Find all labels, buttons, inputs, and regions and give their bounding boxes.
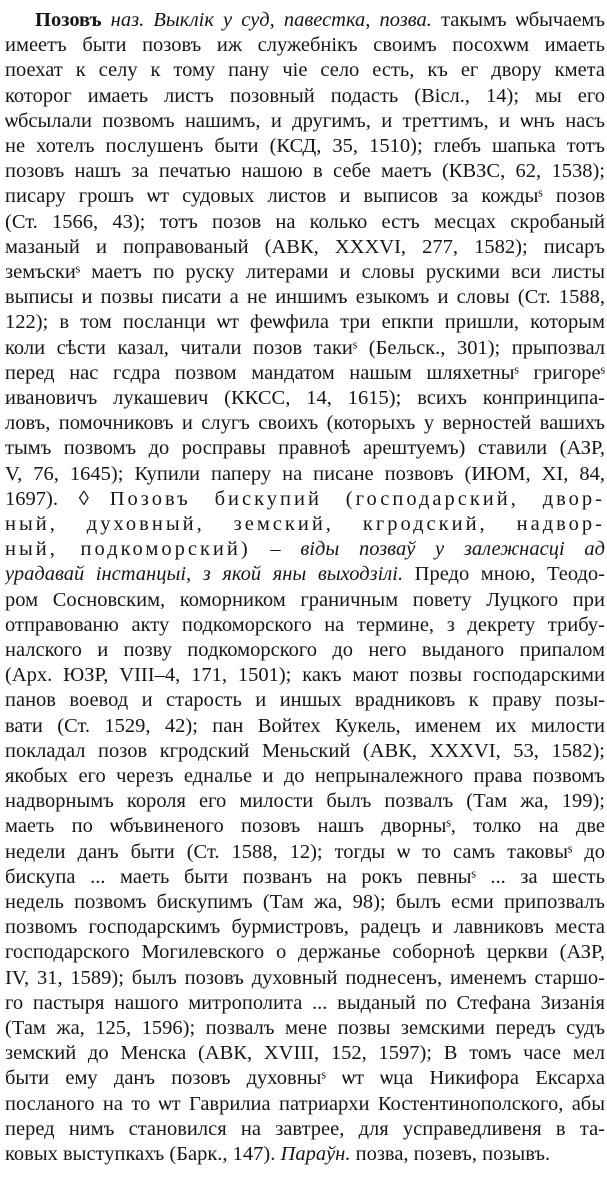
entry-text: ивановичъ лукашевич (ККСС, 14, 1615); всихъ конпринципа- <box>5 387 605 409</box>
entry-text: мазаный и поправованый (АВК, XXXVI, 277, 1582); писаръ <box>5 235 605 258</box>
entry-line <box>5 1092 605 1117</box>
entry-line <box>5 1066 605 1091</box>
entry-line <box>5 260 605 285</box>
entry-line <box>5 915 605 940</box>
entry-text: V, 76, 1645); Купили паперу на писане позвовъ (ИЮМ, XI, 84, <box>5 462 605 485</box>
entry-line <box>5 336 605 361</box>
entry-text: перед нимъ становился на завтрее, для усправедливеня в та- <box>5 1117 605 1140</box>
spaced-phrase: Позовъ бискупий (господарский, двор- <box>109 487 605 510</box>
entry-text: 122); в том посланци ѡт феѡфила три епкпи пришли, которым <box>5 311 605 334</box>
entry-line <box>5 58 605 83</box>
entry-text: недели данъ быти (Ст. 1588, 12); тогды ѡ то самъ таковыˢ до <box>5 840 605 863</box>
entry-line <box>5 613 605 638</box>
entry-text: земский до Менска (АВК, XVIII, 152, 1597); В томъ часе мел <box>5 1042 605 1065</box>
entry-text: позва, позевъ, позывъ. <box>350 1143 551 1165</box>
entry-text: ром Сосновским, коморником граничным повету Луцкого при <box>5 588 605 611</box>
entry-text: якобых его черезъ едналье и до непрыналежного права позвомъ <box>5 765 605 787</box>
entry-line <box>5 739 605 764</box>
italic-text: – віды позваў у залежнасці ад <box>250 538 605 561</box>
entry-line <box>5 1142 605 1167</box>
entry-text: перед нас гсдра позвом мандатом нашым шляхетныˢ григореˢ <box>5 361 605 384</box>
entry-text: поехат к селу к тому пану чіе село есть, къ ег двору кмета <box>5 59 605 82</box>
entry-line <box>5 1117 605 1142</box>
entry-text: ловъ, помочниковъ и слугъ своихъ (которыхъ у верностей вашихъ <box>5 412 605 435</box>
entry-text: го пастыря нашого митрополита ... выданый по Стефана Зизанія <box>5 991 605 1014</box>
entry-text: маеть по ѡбъвиненого позовъ нашъ дворныˢ, толко на две <box>5 815 605 838</box>
entry-line <box>5 663 605 688</box>
entry-line <box>5 411 605 436</box>
entry-line <box>5 1041 605 1066</box>
entry-text: писару грошъ ѡт судовых листов и выписов за кождыˢ позов <box>5 185 605 208</box>
entry-text: позвомъ господарскимъ бурмистровъ, радецъ и лавниковъ места <box>5 916 605 939</box>
entry-text: отправованю акту подкоморского на термине, з декрету трибу- <box>5 613 605 636</box>
entry-text: не хотелъ послушенъ быти (КСД, 35, 1510); глебъ шапька тотъ <box>5 135 605 157</box>
entry-line <box>5 109 605 134</box>
italic-text: урадавай інстанцыі, з якой яны выходзілі. <box>5 563 404 586</box>
italic-text: наз. Выклік у суд, павестка, позва. <box>101 9 432 31</box>
entry-text: недель позвомъ бискупимъ (Там жа, 98); былъ есми припозвалъ <box>5 891 605 913</box>
entry-line <box>5 184 605 209</box>
entry-line <box>5 865 605 890</box>
entry-line <box>5 537 605 562</box>
spaced-phrase: ный, подкоморский) <box>5 538 251 561</box>
entry-line <box>5 361 605 386</box>
entry-text: такымъ ѡбычаемъ <box>431 9 605 31</box>
entry-line <box>5 8 605 33</box>
entry-line <box>5 159 605 184</box>
entry-line <box>5 33 605 58</box>
entry-text: надворнымъ короля его милости былъ позвалъ (Там жа, 199); <box>5 790 605 813</box>
entry-text: покладал позов кгродский Меньский (АВК, XXXVI, 53, 1582); <box>5 739 605 762</box>
entry-line <box>5 588 605 613</box>
entry-line <box>5 84 605 109</box>
entry-text: панов воевод и старость и иншых врадниковъ к праву позы- <box>5 689 605 712</box>
entry-line <box>5 714 605 739</box>
entry-text: выписы и позвы писати а не иншимъ езыкомъ и словы (Ст. 1588, <box>5 286 605 309</box>
entry-line <box>5 386 605 411</box>
entry-text: Предо мною, Теодо- <box>403 563 605 586</box>
entry-text: которог имаеть листъ позовный подасть (Вісл., 14); мы его <box>5 84 605 107</box>
entry-text: имеетъ быти позовъ иж служебнікъ своимъ посохѡм имаеть <box>5 34 605 57</box>
entry-text: бискупа ... маеть быти позванъ на рокъ певныˢ ... за шесть <box>5 865 605 888</box>
entry-text: быти ему данъ позовъ духовныˢ ѡт ѡца Никифора Ексарха <box>5 1067 605 1090</box>
entry-line <box>5 487 605 512</box>
entry-line <box>5 134 605 159</box>
entry-text: 1697). ◊ <box>5 487 110 510</box>
entry-text: вати (Ст. 1529, 42); пан Войтех Кукель, именем их милости <box>5 714 605 737</box>
entry-line <box>5 814 605 839</box>
entry-text: (Арх. ЮЗР, VIII–4, 171, 1501); какъ мают позвы господарскими <box>5 664 605 687</box>
entry-line <box>5 764 605 789</box>
entry-text: налского и позву подкоморского до него выданого припалом <box>5 639 605 661</box>
entry-line <box>5 210 605 235</box>
entry-line <box>5 562 605 587</box>
entry-line <box>5 310 605 335</box>
entry-text: господарского Могилевского о держанье соборноѣ церкви (АЗР, <box>5 941 605 964</box>
entry-line <box>5 462 605 487</box>
entry-text: IV, 31, 1589); былъ позовъ духовный поднесенъ, именемъ старшо- <box>5 966 605 989</box>
entry-text: ковых выступкахъ (Барк., 147). <box>5 1143 281 1165</box>
entry-line <box>5 235 605 260</box>
entry-text: (Там жа, 125, 1596); позвалъ мене позвы земскими передъ судъ <box>5 1017 605 1039</box>
entry-line <box>5 966 605 991</box>
italic-text: Параўн. <box>280 1143 351 1165</box>
entry-text: посланого на то ѡт Гаврилиа патриархи Костентинополского, абы <box>5 1092 605 1115</box>
entry-line <box>5 1016 605 1041</box>
entry-line <box>5 688 605 713</box>
entry-text: земъскиˢ маетъ по руску литерами и словы рускими вси листы <box>5 261 605 283</box>
entry-text: (Ст. 1566, 43); тотъ позов на колько естъ месцах скробаный <box>5 210 605 233</box>
entry-line <box>5 940 605 965</box>
entry-text: позовъ нашъ за печатью нашою в себе маетъ (КВЗС, 62, 1538); <box>5 160 605 183</box>
entry-line <box>5 890 605 915</box>
entry-text: ѡбсылали позвомъ нашимъ, и другимъ, и треттимъ, и ѡнъ насъ <box>5 109 605 132</box>
entry-line <box>5 789 605 814</box>
entry-line <box>5 436 605 461</box>
entry-line <box>5 285 605 310</box>
entry-line <box>5 840 605 865</box>
entry-line <box>5 512 605 537</box>
headword: Позовъ <box>35 9 102 31</box>
spaced-phrase: ный, духовный, земский, кгродский, надвор- <box>5 513 605 535</box>
entry-line <box>5 991 605 1016</box>
entry-line <box>5 638 605 663</box>
entry-text: коли сѣсти казал, читали позов такиˢ (Бельск., 301); прыпозвал <box>5 336 605 359</box>
entry-text: тымъ позвомъ до росправы правноѣ арештуемъ) ставили (АЗР, <box>5 437 605 460</box>
